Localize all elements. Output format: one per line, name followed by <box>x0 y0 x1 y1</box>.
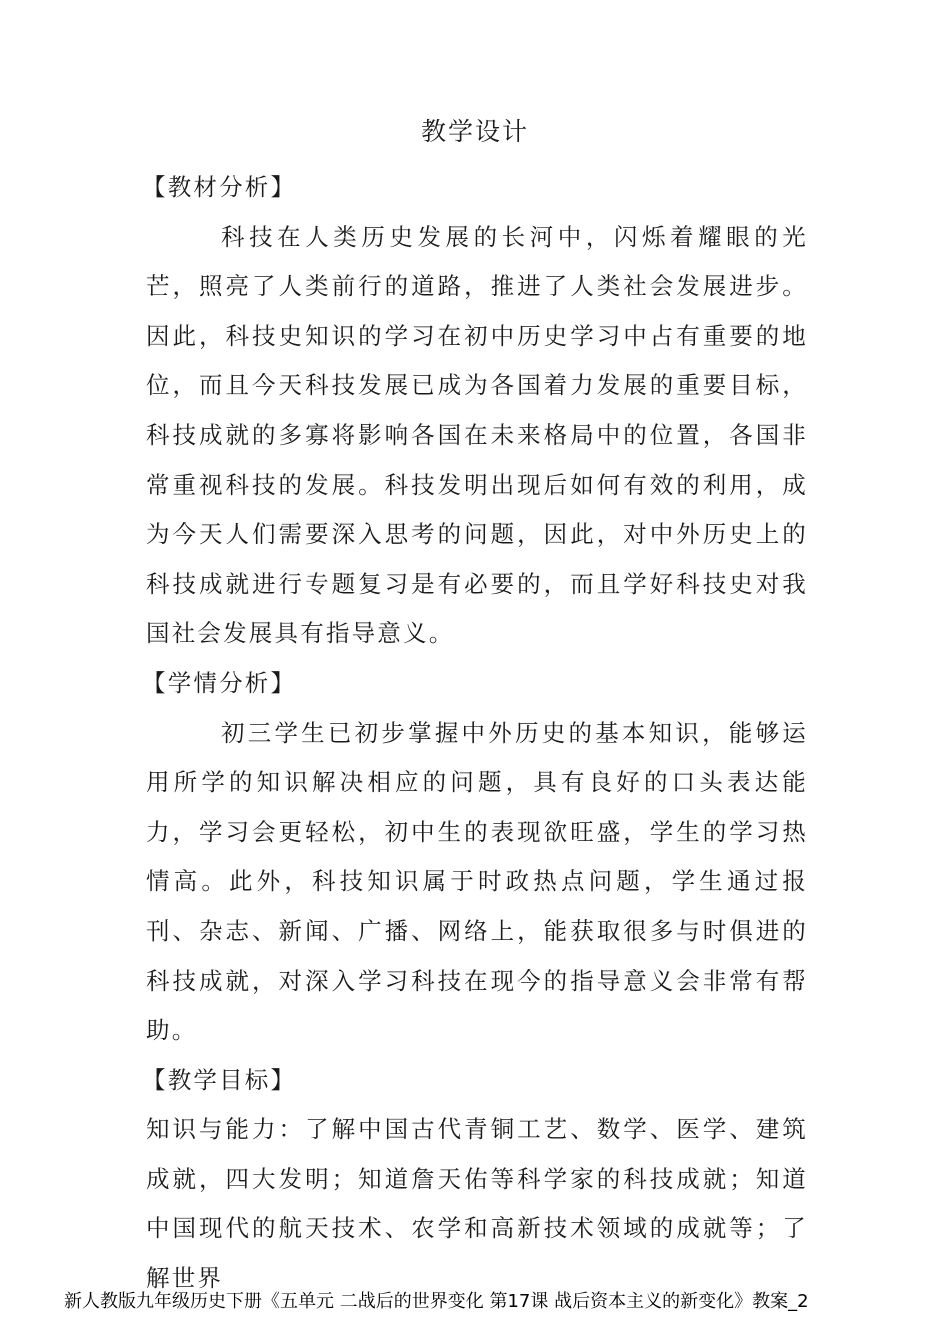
section-heading-teaching-objectives: 【教学目标】 <box>142 1065 297 1094</box>
document-title: 教学设计 <box>420 117 529 146</box>
section-heading-student-analysis: 【学情分析】 <box>142 668 297 697</box>
section-heading-textbook-analysis: 【教材分析】 <box>142 173 297 201</box>
section-text-teaching-objectives: 知识与能力：了解中国古代青铜工艺、数学、医学、建筑成就，四大发明；知道詹天佑等科学家的科技成就；知道中国现代的航天技术、农学和高新技术领域的成就等；了解世界 <box>146 1115 808 1293</box>
section-text-textbook-analysis: 科技在人类历史发展的长河中，闪烁着耀眼的光芒，照亮了人类前行的道路，推进了人类社会发展进步。因此，科技史知识的学习在初中历史学习中占有重要的地位，而且今天科技发展已成为各国着力发展的重要目标，科技成就的多寡将影响各国在未来格局中的位置，各国非常重视科技的发展。科技发明出现后如何有效的利用，成为今天人们需要深入思考的问题，因此，对中外历史上的科技成就进行专题复习是有必要的，而且学好科技史对我国社会发展具有指导意义。 <box>146 222 808 648</box>
document-footer: 新人教版九年级历史下册《五单元 二战后的世界变化 第17课 战后资本主义的新变化》教案_2 <box>64 1291 809 1312</box>
section-text-student-analysis: 初三学生已初步掌握中外历史的基本知识，能够运用所学的知识解决相应的问题，具有良好的口头表达能力，学习会更轻松，初中生的表现欲旺盛，学生的学习热情高。此外，科技知识属于时政热点问题，学生通过报刊、杂志、新闻、广播、网络上，能获取很多与时俱进的科技成就，对深入学习科技在现今的指导意义会非常有帮助。 <box>146 718 808 1045</box>
document-body <box>142 163 808 1304</box>
